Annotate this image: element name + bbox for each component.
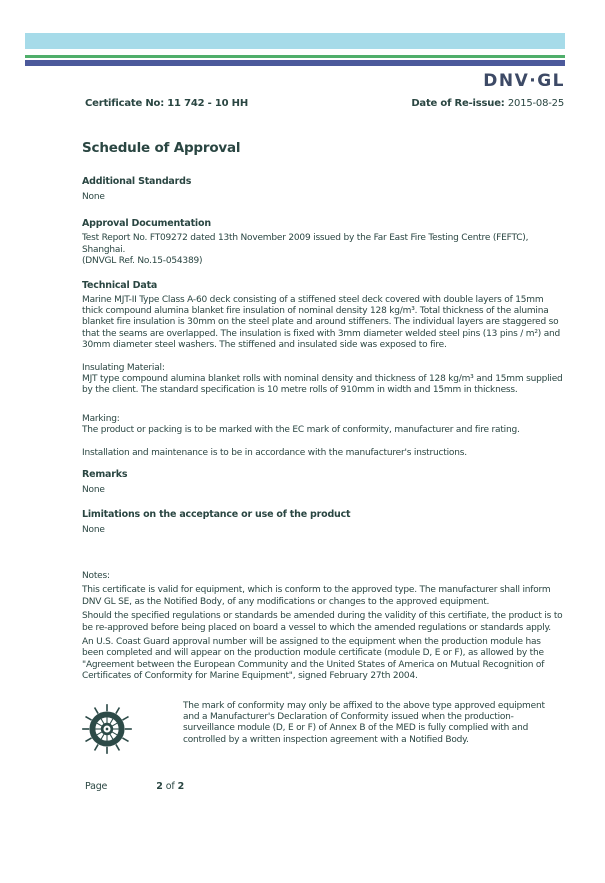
section-heading-limitations: Limitations on the acceptance or use of the product <box>82 508 351 520</box>
page-title: Schedule of Approval <box>82 140 241 156</box>
footer-of-label: of <box>165 780 175 792</box>
certificate-info-row <box>82 98 564 109</box>
insulating-material-block <box>82 363 564 397</box>
marking-label: Marking: <box>82 413 120 424</box>
stripe-green <box>25 55 565 58</box>
limitations-value: None <box>82 524 105 535</box>
approval-documentation-ref: (DNVGL Ref. No.15-054389) <box>82 256 203 267</box>
footer-page-total: 2 <box>177 780 185 792</box>
section-heading-remarks: Remarks <box>82 469 128 481</box>
marking-block <box>82 414 564 437</box>
technical-data-paragraph: Marine MJT-II Type Class A-60 deck consisting of a stiffened steel deck covered with double layers of 15mm thick compound alumina blanket fire insulation of nominal density 128 kg/m³. Total thickness of the alumina blanket fire insulation is 30mm on the steel plate and around stiffeners. The individual layers are staggered so that the seams are overlapped. The insulation is fixed with 3mm diameter welded steel pins (13 pins / m²) and 30mm diameter steel washers. The stiffened and insulated side was exposed to fire. <box>82 294 561 351</box>
footer-page-label: Page <box>85 780 108 792</box>
footer-page-number: 2 <box>156 780 163 792</box>
remarks-value: None <box>82 485 105 496</box>
dnv-gl-logo: DNV·GL <box>483 71 565 91</box>
reissue-date-label: Date of Re-issue: <box>411 98 505 109</box>
approval-documentation-paragraph: Test Report No. FT09272 dated 13th November 2009 issued by the Far East Fire Testing Centre (FEFTC), Shanghai. <box>82 233 529 255</box>
page-footer <box>82 781 605 792</box>
certificate-number: Certificate No: 11 742 - 10 HH <box>85 98 248 109</box>
content-column <box>82 98 564 757</box>
marking-paragraph: The product or packing is to be marked with the EC mark of conformity, manufacturer and fire rating. <box>82 425 520 436</box>
section-heading-technical-data: Technical Data <box>82 279 158 291</box>
stripe-light-blue <box>25 33 565 49</box>
wheel-mark-block <box>82 701 564 757</box>
notes-paragraph-1: This certificate is valid for equipment, which is conform to the approved type. The manufacturer shall inform DNV GL SE, as the Notified Body, of any modifications or changes to the approved equipment. <box>82 585 551 607</box>
stripe-dark-blue <box>25 60 565 66</box>
reissue-date-value: 2015-08-25 <box>507 98 564 109</box>
additional-standards-value: None <box>82 192 105 202</box>
header-stripes <box>25 33 565 66</box>
notes-paragraph-2: Should the specified regulations or standards be amended during the validity of this certifiate, the product is to be re-approved before being placed on board a vessel to which the amended regulations or standards apply. <box>82 611 563 633</box>
notes-paragraph-3: An U.S. Coast Guard approval number will be assigned to the equipment when the production module has been completed and will appear on the production module certificate (module D, E or F), as allowed by the "Agreement between the European Community and the United States of America on Mutual Recognition of Certificates of Conformity for Marine Equipment", signed February 27th 2004. <box>82 636 545 682</box>
footer-page-count <box>156 781 184 792</box>
insulating-material-label: Insulating Material: <box>82 362 165 373</box>
section-heading-approval-documentation: Approval Documentation <box>82 218 211 230</box>
section-heading-additional-standards: Additional Standards <box>82 176 192 187</box>
certificate-page <box>0 33 605 883</box>
ships-wheel-icon <box>80 701 134 757</box>
logo-row <box>25 71 565 91</box>
wheel-mark-note: The mark of conformity may only be affixed to the above type approved equipment and a Manufacturer's Declaration of Conformity issued when the production-surveillance module (D, E or F) of Annex B of the MED is fully complied with and controlled by a written inspection agreement with a Notified Body. <box>183 700 545 745</box>
reissue-date <box>411 98 564 109</box>
installation-paragraph: Installation and maintenance is to be in accordance with the manufacturer's instructions. <box>82 447 467 458</box>
insulating-material-paragraph: MJT type compound alumina blanket rolls with nominal density and thickness of 128 kg/m³ and 15mm supplied by the client. The standard specification is 10 metre rolls of 910mm in width and 15mm in thickness. <box>82 374 563 396</box>
notes-label: Notes: <box>82 570 110 581</box>
